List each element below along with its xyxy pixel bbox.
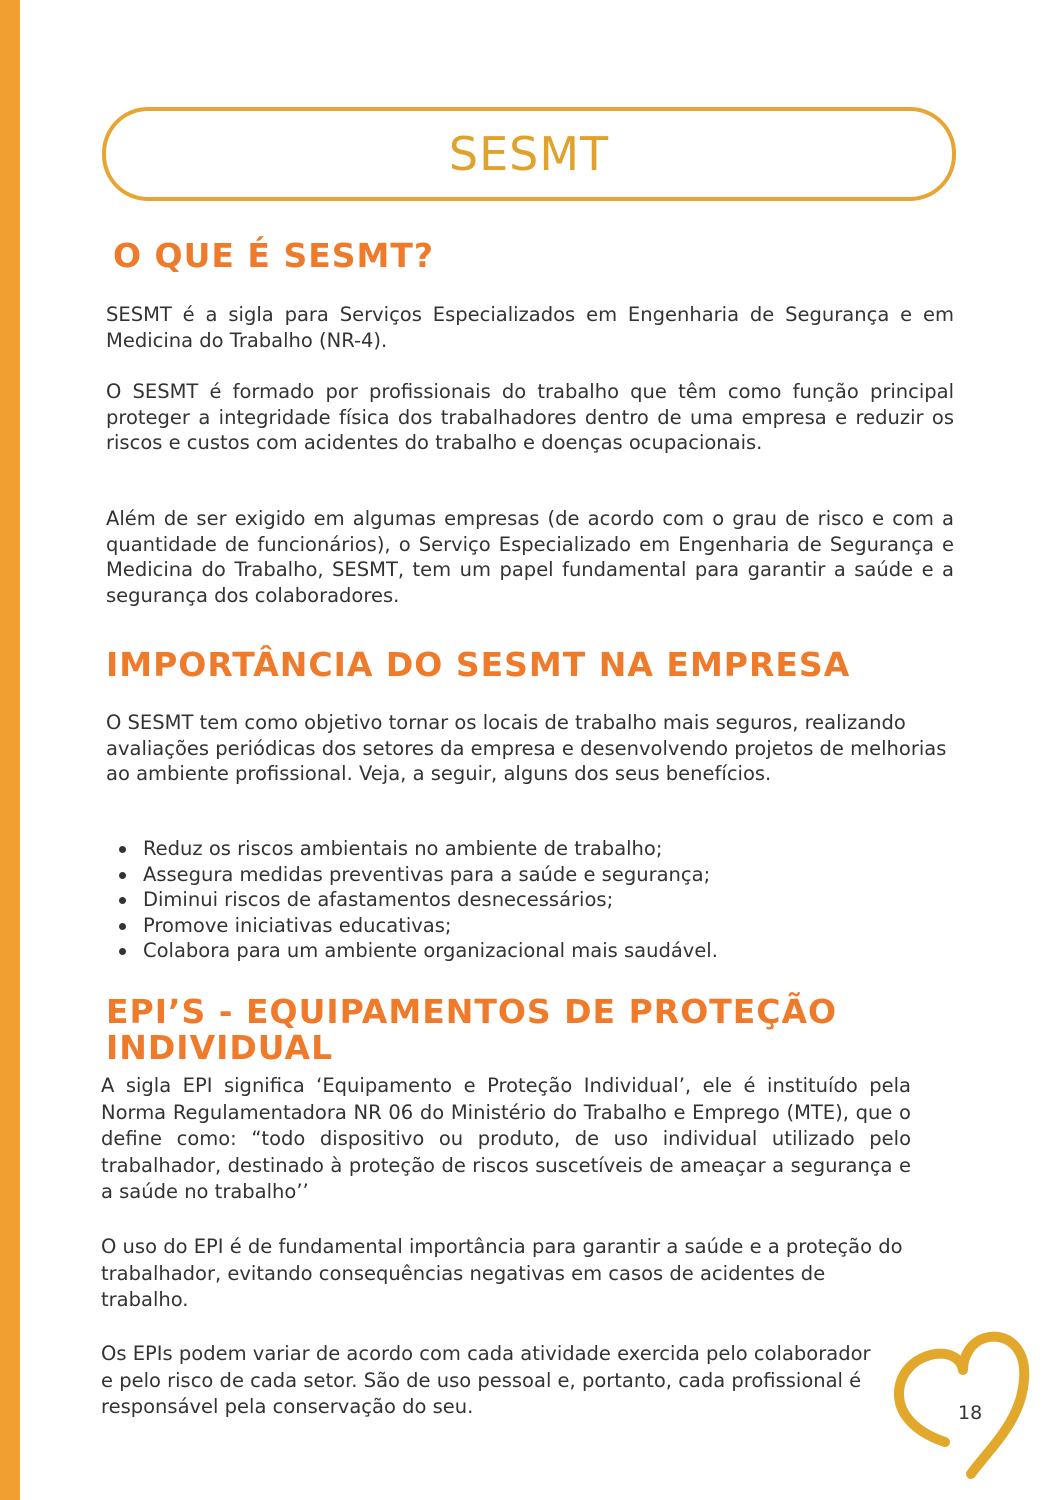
paragraph: O uso do EPI é de fundamental importância para garantir a saúde e a proteção do trabalhador, evitando consequências negativas em casos de acidentes de trabalho. (101, 1235, 903, 1311)
section-heading-line: EPI’S - EQUIPAMENTOS DE PROTEÇÃO (106, 992, 838, 1031)
list-item: Reduz os riscos ambientais no ambiente de trabalho; (105, 836, 718, 862)
paragraph: A sigla EPI significa ‘Equipamento e Proteção Individual’, ele é instituído pela Norma Regulamentadora NR 06 do Ministério do Trabalho e Emprego (MTE), que o define como: “todo dispositivo ou produto, de uso individual utilizado pelo trabalhador, destinado à proteção de riscos suscetíveis de ameaçar a segurança e a saúde no trabalho’’ (101, 1074, 911, 1203)
list-item: Colabora para um ambiente organizacional mais saudável. (105, 938, 718, 964)
paragraph: O SESMT tem como objetivo tornar os locais de trabalho mais seguros, realizando avaliações periódicas dos setores da empresa e desenvolvendo projetos de melhorias ao ambiente profissional. Veja, a seguir, alguns dos seus benefícios. (106, 711, 947, 785)
page-number: 18 (958, 1402, 983, 1424)
paragraph: Além de ser exigido em algumas empresas (de acordo com o grau de risco e com a quantidade de funcionários), o Serviço Especializado em Engenharia de Segurança e Medicina do Trabalho, SESMT, tem um papel fundamental para garantir a saúde e a segurança dos colaboradores. (106, 507, 954, 607)
section-heading-what-is-sesmt: O QUE É SESMT? (113, 236, 435, 275)
list-item: Promove iniciativas educativas; (105, 913, 718, 939)
section-heading-importance: IMPORTÂNCIA DO SESMT NA EMPRESA (106, 645, 851, 684)
left-accent-bar (0, 0, 20, 1500)
section-heading-epis (106, 994, 837, 1066)
paragraph: SESMT é a sigla para Serviços Especializados em Engenharia de Segurança e em Medicina do Trabalho (NR-4). (106, 303, 954, 352)
list-item: Assegura medidas preventivas para a saúde e segurança; (105, 862, 718, 888)
page-title-frame (102, 107, 956, 201)
list-item: Diminui riscos de afastamentos desnecessários; (105, 887, 718, 913)
paragraph: Os EPIs podem variar de acordo com cada atividade exercida pelo colaborador e pelo risco de cada setor. São de uso pessoal e, portanto, cada profissional é responsável pela conservação do seu. (101, 1342, 871, 1418)
section-heading-line: INDIVIDUAL (106, 1028, 334, 1067)
page-title: SESMT (448, 127, 610, 181)
paragraph: O SESMT é formado por profissionais do trabalho que têm como função principal proteger a integridade física dos trabalhadores dentro de uma empresa e reduzir os riscos e custos com acidentes do trabalho e doenças ocupacionais. (106, 380, 954, 454)
benefits-list (105, 836, 718, 964)
